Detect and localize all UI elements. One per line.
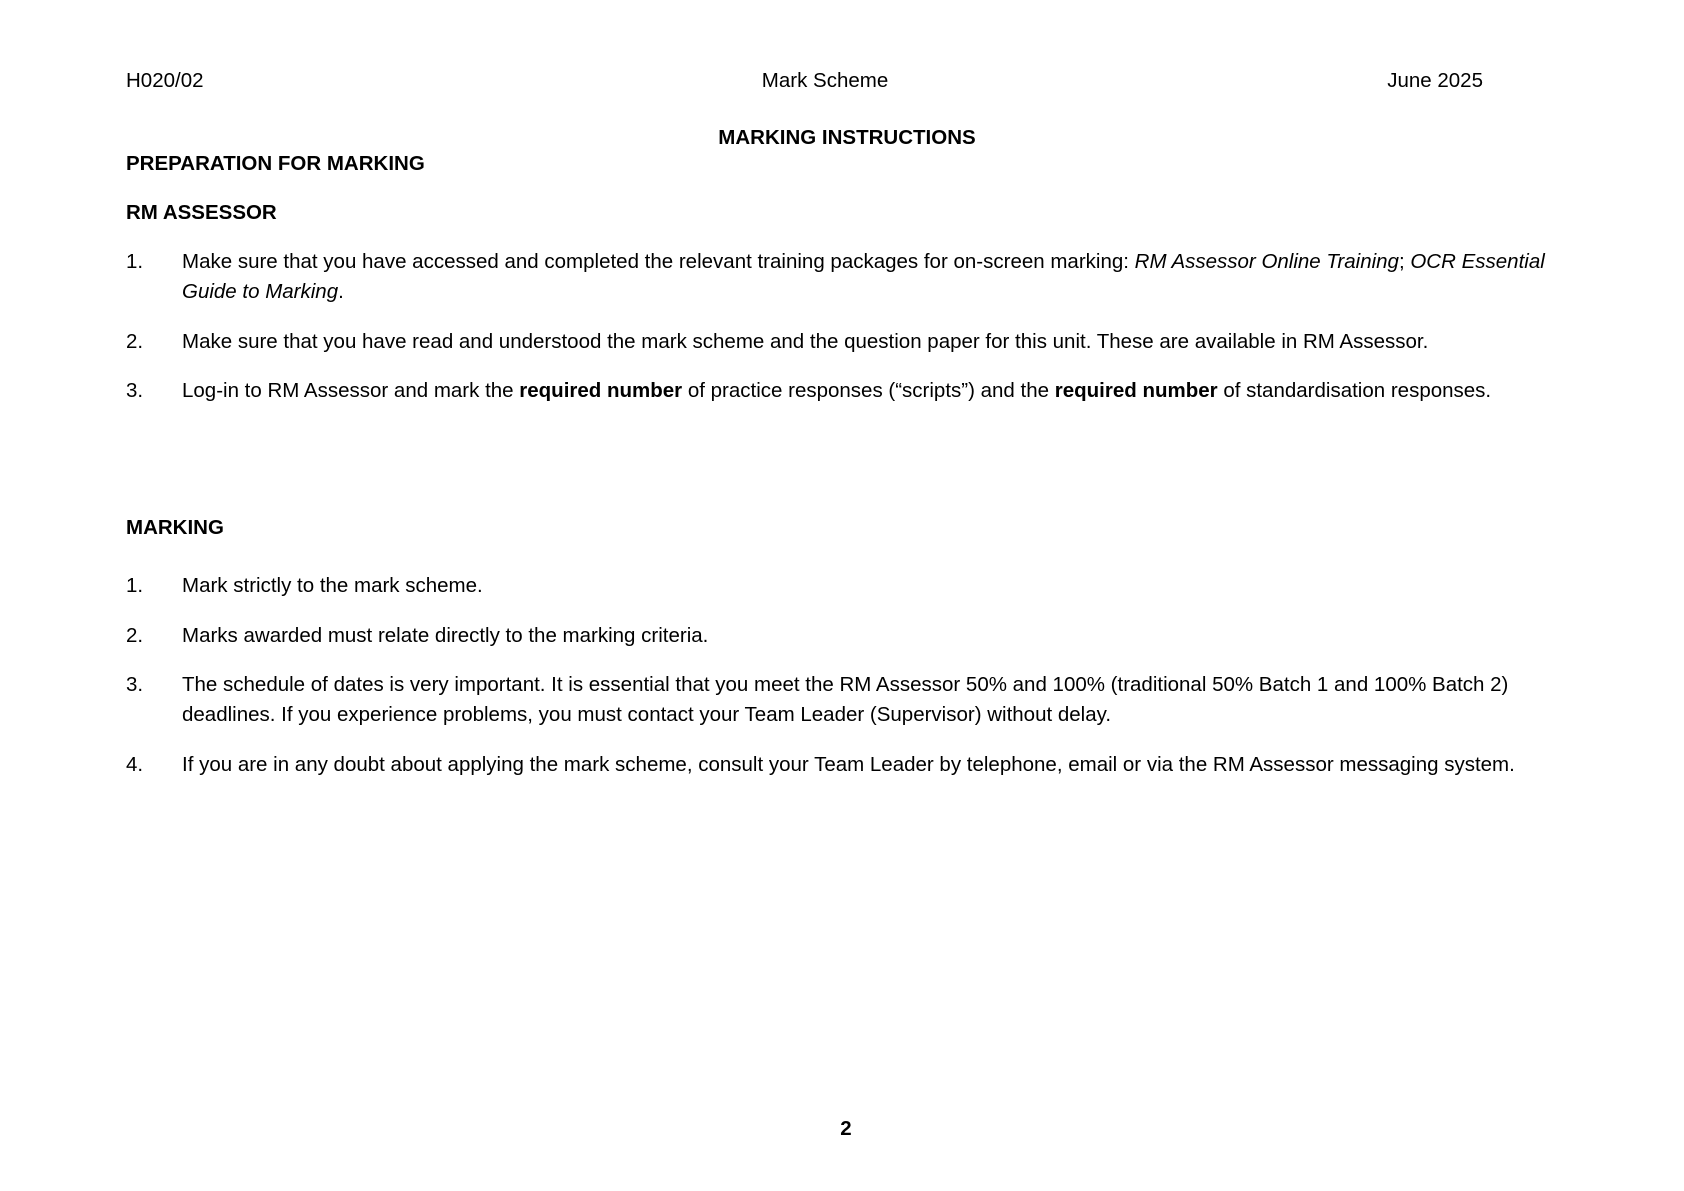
item-number: 4. — [126, 753, 144, 776]
item-text: Marks awarded must relate directly to the marking criteria. — [182, 624, 709, 647]
document-title: MARKING INSTRUCTIONS — [718, 126, 976, 149]
bold-text: required number — [1054, 379, 1218, 402]
bold-text: required number — [519, 379, 683, 402]
item-number: 1. — [126, 574, 144, 597]
item-text: The schedule of dates is very important. It is essential that you meet the RM Assessor 50% and 100% (traditional 50% Batch 1 and 100% Batch 2) deadlines. If you experience problems, you must contact your Team Leader (Supervisor) without delay. — [182, 673, 1509, 726]
item-number: 3. — [126, 673, 144, 696]
preparation-heading: PREPARATION FOR MARKING — [126, 152, 425, 175]
header-title: Mark Scheme — [761, 69, 889, 92]
item-number: 2. — [126, 624, 144, 647]
marking-heading: MARKING — [126, 516, 224, 539]
item-text — [182, 376, 1512, 406]
text: Make sure that you have accessed and completed the relevant training packages for on-screen marking: — [182, 250, 1135, 273]
rm-assessor-heading: RM ASSESSOR — [126, 201, 277, 224]
text: . — [338, 280, 344, 303]
item-text: If you are in any doubt about applying the mark scheme, consult your Team Leader by telephone, email or via the RM Assessor messaging system. — [182, 753, 1515, 776]
page-number: 2 — [840, 1117, 852, 1140]
text: ; — [1398, 250, 1411, 273]
item-text — [182, 247, 1572, 307]
italic-text: RM Assessor Online Training — [1134, 250, 1399, 273]
item-number: 2. — [126, 330, 144, 353]
header-code: H020/02 — [126, 69, 204, 92]
item-number: 1. — [126, 250, 144, 273]
italic-text: OCR Essential Guide to Marking — [182, 250, 1545, 303]
header-date: June 2025 — [1387, 69, 1483, 92]
item-text: Mark strictly to the mark scheme. — [182, 574, 483, 597]
item-text: Make sure that you have read and understood the mark scheme and the question paper for this unit. These are available in RM Assessor. — [182, 330, 1429, 353]
text: of practice responses (“scripts”) and the — [682, 379, 1055, 402]
text: Log-in to RM Assessor and mark the — [182, 379, 520, 402]
text: of standardisation responses. — [1217, 379, 1492, 402]
item-number: 3. — [126, 379, 144, 402]
